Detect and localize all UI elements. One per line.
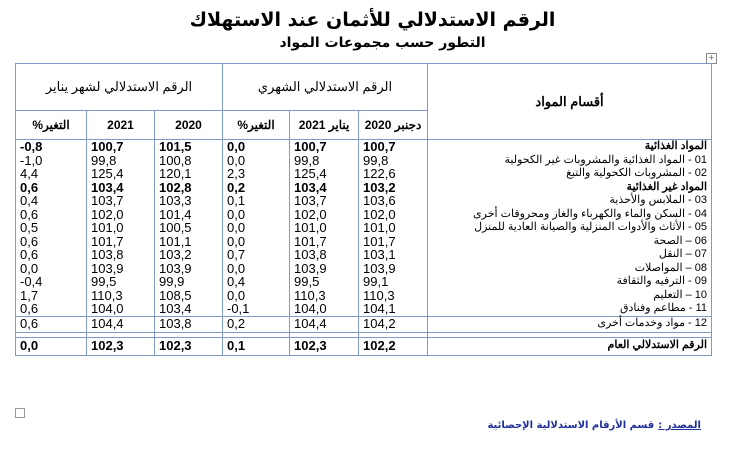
table-cell: 0,0 <box>227 206 246 222</box>
table-cell: 1,7 <box>20 287 39 303</box>
group-header-monthly: الرقم الاستدلالي الشهري <box>223 64 428 111</box>
table-cell: 125,4 <box>294 166 327 181</box>
table-cell: 2,3 <box>227 166 246 181</box>
table-cell: 103,9 <box>294 260 327 276</box>
table-cell: 4,4 <box>20 166 39 181</box>
table-cell: 104,4 <box>290 316 359 332</box>
table-cell: 99,8 <box>363 152 389 168</box>
table-cell: 122,6 <box>363 166 396 181</box>
table-cell: 99,5 <box>294 274 320 289</box>
table-cell: 103,9 <box>91 260 124 276</box>
table-cell: 102,0 <box>294 206 327 222</box>
y2021-cell <box>87 140 155 317</box>
table-cell: 100,7 <box>91 139 124 154</box>
col-header-2020: 2020 <box>155 111 223 140</box>
table-cell: 110,3 <box>294 287 326 303</box>
table-cell: 103,7 <box>91 193 124 208</box>
table-move-handle-icon[interactable]: + <box>706 53 717 64</box>
table-cell: 0,6 <box>16 316 87 332</box>
table-cell: 103,4 <box>91 179 124 195</box>
table-cell: -0,4 <box>20 274 43 289</box>
table-cell: -0,8 <box>20 139 43 154</box>
total-cell: 102,2 <box>359 337 428 355</box>
row-label: المواد غير الغذائية <box>626 180 708 193</box>
table-cell: 101,0 <box>294 220 327 235</box>
table-cell: 101,7 <box>363 233 396 249</box>
row-label: 03 - الملابس والأحذية <box>609 194 708 206</box>
y2020-cell <box>155 140 223 317</box>
table-cell: 102,0 <box>363 206 396 222</box>
table-cell: 100,7 <box>363 139 396 154</box>
col-header-jan-2021: يناير 2021 <box>290 111 359 140</box>
col-header-dec-2020: دجنبر 2020 <box>359 111 428 140</box>
col-header-change-monthly: التغير% <box>223 111 290 140</box>
table-cell: 103,8 <box>91 247 124 262</box>
table-body <box>16 140 712 317</box>
table-resize-handle-icon[interactable] <box>15 408 25 418</box>
table-row <box>16 316 712 332</box>
table-cell: 103,2 <box>363 179 396 195</box>
row-label: 04 - السكن والماء والكهرباء والغاز ومحروقات أخرى <box>473 207 708 220</box>
row-label: 01 - المواد الغذائية والمشروبات غير الكحولية <box>504 153 708 166</box>
table-cell: 104,1 <box>363 301 396 316</box>
table-cell: 0,4 <box>227 274 246 289</box>
table-cell: 103,3 <box>159 193 192 208</box>
table-cell: -0,1 <box>227 301 250 316</box>
table-cell: 0,1 <box>227 193 246 208</box>
table-cell: 101,7 <box>91 233 124 249</box>
table-cell: 101,7 <box>294 233 327 249</box>
row-label: 09 - الترفيه والثقافة <box>616 275 708 287</box>
table-cell: 110,3 <box>91 287 123 303</box>
table-cell: 99,9 <box>159 274 185 289</box>
table-cell: 100,5 <box>159 220 192 235</box>
col-header-2021: 2021 <box>87 111 155 140</box>
row-label: 05 - الأثاث والأدوات المنزلية والصيانة العادية للمنزل <box>474 221 708 233</box>
change-monthly-cell <box>223 140 290 317</box>
total-cell: 0,0 <box>16 337 87 355</box>
change-yearly-cell <box>16 140 87 317</box>
table-cell: 0,0 <box>227 152 246 168</box>
table-cell: 103,9 <box>363 260 396 276</box>
table-cell: 100,7 <box>294 139 327 154</box>
table-cell: 0,6 <box>20 301 39 316</box>
table-cell: 0,7 <box>227 247 246 262</box>
jan-2021-cell <box>290 140 359 317</box>
table-cell: 102,0 <box>91 206 124 222</box>
table-cell: 0,6 <box>20 179 39 195</box>
category-header: أقسام المواد <box>428 64 712 140</box>
table-cell: 0,0 <box>227 139 246 154</box>
table-cell: 103,2 <box>159 247 192 262</box>
dec-2020-cell <box>359 140 428 317</box>
table-cell: 0,2 <box>223 316 290 332</box>
table-cell: 0,0 <box>227 233 246 249</box>
table-cell: 0,0 <box>227 260 246 276</box>
table-cell: 0,0 <box>227 220 246 235</box>
table-cell: 120,1 <box>159 166 192 181</box>
table-cell: 104,0 <box>91 301 124 316</box>
row-label: 11 - مطاعم وفنادق <box>619 302 708 314</box>
table-cell: 0,6 <box>20 233 39 249</box>
table-cell: 103,4 <box>294 179 327 195</box>
table-cell: 103,8 <box>155 316 223 332</box>
table-cell: 103,6 <box>363 193 396 208</box>
table-cell: 99,1 <box>363 274 389 289</box>
table-cell: 0,2 <box>227 179 246 195</box>
row-label: المواد الغذائية <box>644 140 708 152</box>
cpi-table <box>15 63 712 356</box>
table-cell: 0,6 <box>20 247 39 262</box>
row-label: 07 – النقل <box>658 248 708 260</box>
table-cell: 100,8 <box>159 152 192 168</box>
table-cell: 0,0 <box>20 260 39 276</box>
table-cell: 101,5 <box>159 139 192 154</box>
table-cell: 101,1 <box>159 233 192 249</box>
source-note <box>487 420 701 431</box>
table-cell: 103,7 <box>294 193 327 208</box>
total-label: الرقم الاستدلالي العام <box>428 337 712 355</box>
table-cell: 103,9 <box>159 260 192 276</box>
source-text: قسم الأرقام الاستدلالية الإحصائية <box>487 420 655 431</box>
source-label: المصدر : <box>658 420 701 431</box>
table-cell: 103,8 <box>294 247 327 262</box>
total-cell: 102,3 <box>290 337 359 355</box>
table-cell: 104,0 <box>294 301 327 316</box>
row-label: 10 – التعليم <box>653 288 708 301</box>
table-cell: 99,5 <box>91 274 117 289</box>
table-cell: 108,5 <box>159 287 192 303</box>
table-cell: 0,5 <box>20 220 39 235</box>
row-label: 02 - المشروبات الكحولية والتبغ <box>566 167 708 179</box>
row-label: 08 – المواصلات <box>634 261 708 274</box>
table-cell: 99,8 <box>91 152 117 168</box>
total-cell: 102,3 <box>155 337 223 355</box>
table-cell: 125,4 <box>91 166 124 181</box>
table-cell: 0,4 <box>20 193 39 208</box>
page-subtitle: التطور حسب مجموعات المواد <box>279 35 486 51</box>
table-cell: 101,0 <box>91 220 124 235</box>
total-row <box>16 337 712 355</box>
group-header-january: الرقم الاستدلالي لشهر يناير <box>16 64 223 111</box>
table-cell: 0,6 <box>20 206 39 222</box>
row-label: 06 – الصحة <box>653 234 708 247</box>
total-cell: 0,1 <box>223 337 290 355</box>
col-header-change-yearly: التغير% <box>16 111 87 140</box>
table-cell: -1,0 <box>20 152 43 168</box>
table-cell: 102,8 <box>159 179 192 195</box>
table-cell: 0,0 <box>227 287 246 303</box>
total-cell: 102,3 <box>87 337 155 355</box>
table-cell: 110,3 <box>363 287 395 303</box>
table-cell: 101,4 <box>159 206 192 222</box>
table-cell: 104,4 <box>87 316 155 332</box>
table-cell: 101,0 <box>363 220 396 235</box>
table-cell: 103,1 <box>363 247 396 262</box>
row-label: 12 - مواد وخدمات أخرى <box>428 316 712 332</box>
table-cell: 99,8 <box>294 152 320 168</box>
category-names-cell <box>428 140 712 317</box>
table-cell: 104,2 <box>359 316 428 332</box>
table-cell: 103,4 <box>159 301 192 316</box>
page-title: الرقم الاستدلالي للأثمان عند الاستهلاك <box>189 9 556 31</box>
